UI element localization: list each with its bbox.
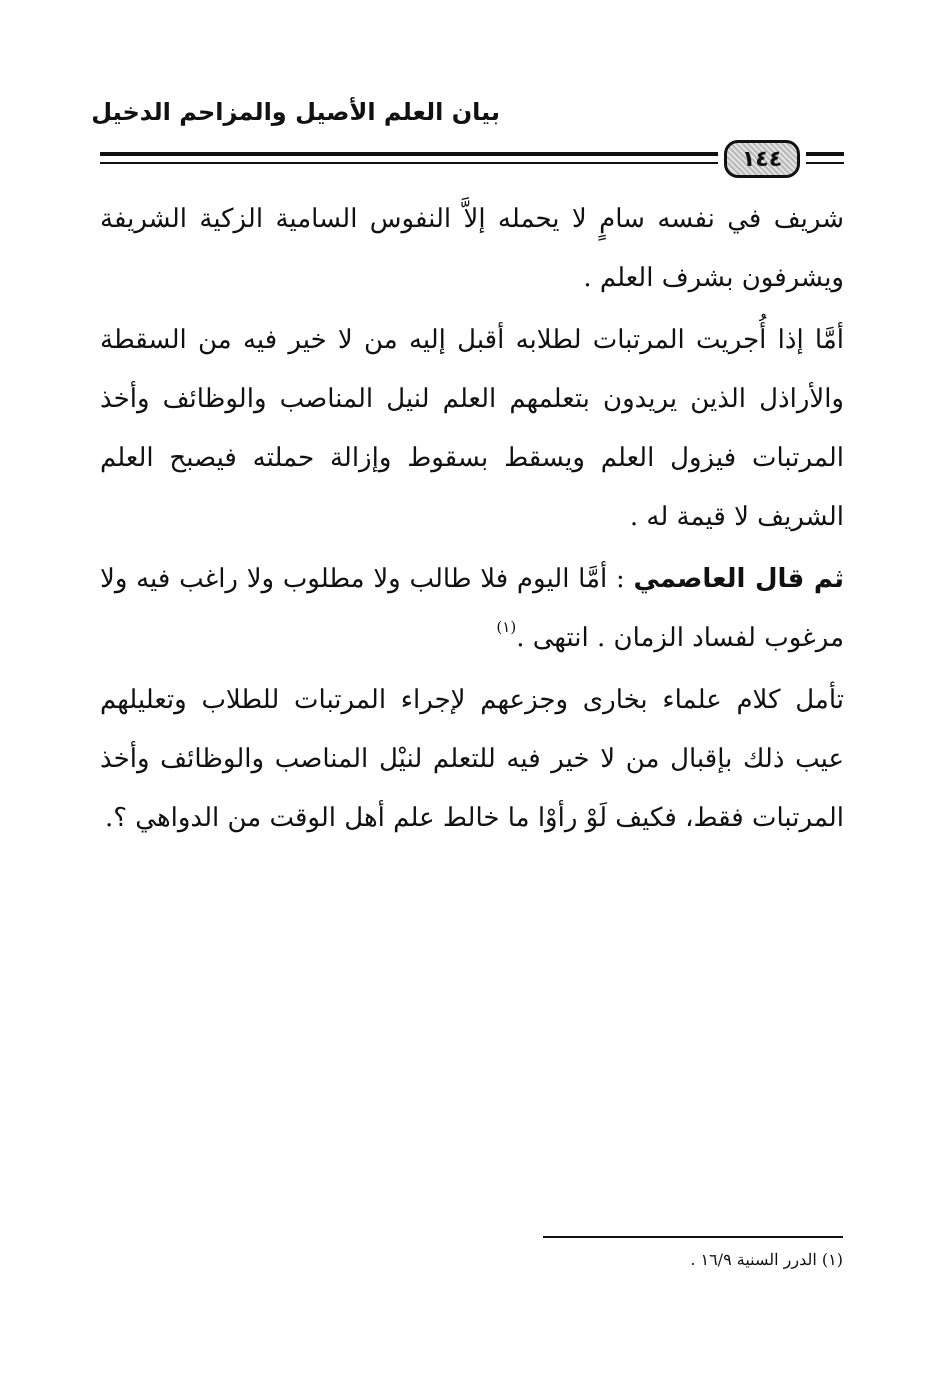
quote-attribution: ثم قال العاصمي (633, 564, 844, 594)
paragraph-1: شريف في نفسه سامٍ لا يحمله إلاَّ النفوس السامية الزكية الشريفة ويشرفون بشرف العلم . (100, 204, 844, 293)
paragraph-2: أمَّا إذا أُجريت المرتبات لطلابه أقبل إليه من لا خير فيه من السقطة والأراذل الذين يريدون بتعلمهم العلم لنيل المناصب والوظائف وأخذ المرتبات فيزول العلم ويسقط بسقوط وإزالة حملته فيصبح العلم الشريف لا قيمة له . (100, 325, 844, 532)
page-number-frame (718, 140, 806, 178)
page-number: ١٤٤ (741, 146, 783, 172)
header-rule (100, 140, 844, 180)
running-title: بيان العلم الأصيل والمزاحم الدخيل (91, 98, 500, 126)
body-text (100, 190, 844, 851)
footnote: (١) الدرر السنية ١٦/٩ . (690, 1250, 843, 1269)
paragraph-4: تأمل كلام علماء بخارى وجزعهم لإجراء المرتبات للطلاب وتعليلهم عيب ذلك بإقبال من لا خير فيه للتعلم لنيْل المناصب والوظائف وأخذ المرتبات فقط، فكيف لَوْ رأوْا ما خالط علم أهل الوقت من الدواهي ؟. (100, 685, 844, 833)
footnote-rule (543, 1236, 843, 1238)
paragraph-3 (100, 550, 844, 668)
quote-text: : أمَّا اليوم فلا طالب ولا مطلوب ولا راغب فيه ولا مرغوب لفساد الزمان . انتهى . (100, 564, 844, 653)
footnote-reference: (١) (496, 618, 517, 636)
page-number-badge (724, 140, 800, 178)
